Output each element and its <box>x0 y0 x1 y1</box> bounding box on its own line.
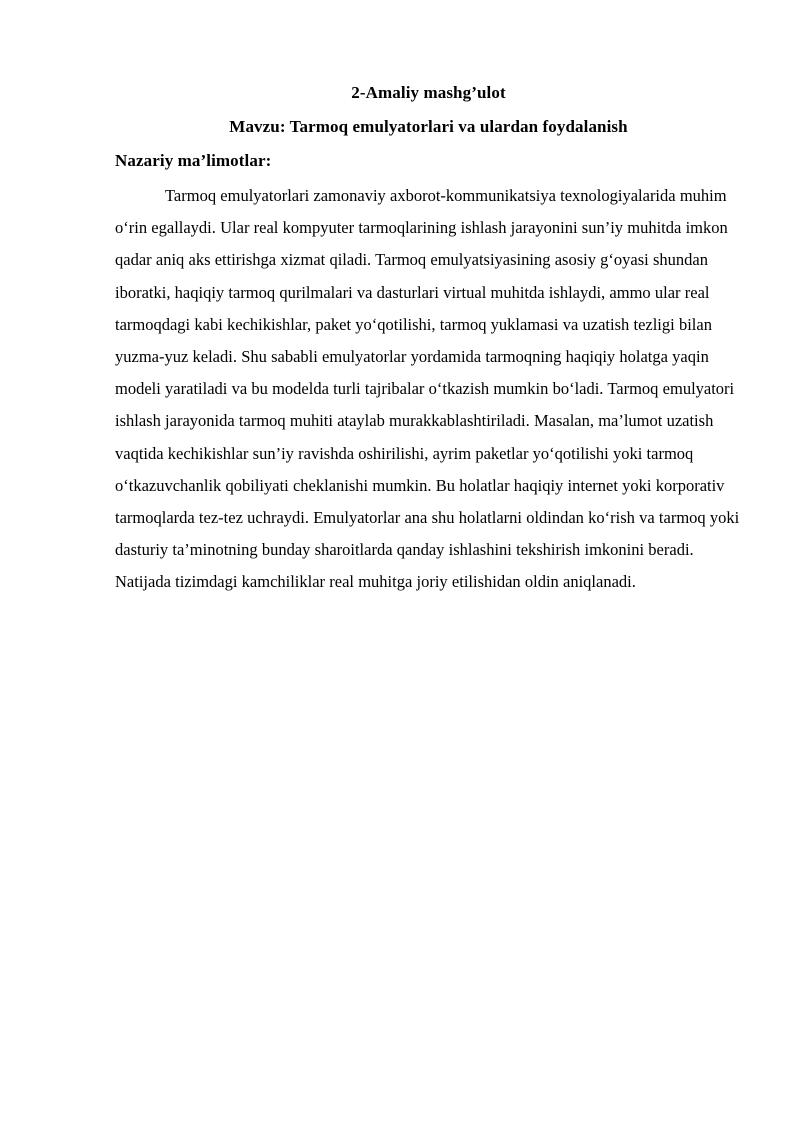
document-content <box>115 0 742 599</box>
top-margin-spacer <box>115 0 742 76</box>
document-title: 2-Amaliy mashg’ulot <box>351 83 506 102</box>
section-heading-nazariy-malimotlar: Nazariy ma’limotlar: <box>115 151 272 170</box>
document-subtitle: Mavzu: Tarmoq emulyatorlari va ulardan foydalanish <box>229 117 628 136</box>
body-paragraph: Tarmoq emulyatorlari zamonaviy axborot-kommunikatsiya texnologiyalarida muhim oʻrin egallaydi. Ular real kompyuter tarmoqlarining ishlash jarayonini sun’iy muhitda imkon qadar aniq aks ettirishga xizmat qiladi. Tarmoq emulyatsiyasining asosiy gʻoyasi shundan iboratki, haqiqiy tarmoq qurilmalari va dasturlari virtual muhitda ishlaydi, ammo ular real tarmoqdagi kabi kechikishlar, paket yoʻqotilishi, tarmoq yuklamasi va uzatish tezligi bilan yuzma-yuz keladi. Shu sababli emulyatorlar yordamida tarmoqning haqiqiy holatga yaqin modeli yaratiladi va bu modelda turli tajribalar oʻtkazish mumkin boʻladi. Tarmoq emulyatori ishlash jarayonida tarmoq muhiti ataylab murakkablashtiriladi. Masalan, ma’lumot uzatish vaqtida kechikishlar sun’iy ravishda oshirilishi, ayrim paketlar yoʻqotilishi yoki tarmoq oʻtkazuvchanlik qobiliyati cheklanishi mumkin. Bu holatlar haqiqiy internet yoki korporativ tarmoqlarda tez-tez uchraydi. Emulyatorlar ana shu holatlarni oldindan koʻrish va tarmoq yoki dasturiy ta’minotning bunday sharoitlarda qanday ishlashini tekshirish imkonini beradi. Natijada tizimdagi kamchiliklar real muhitga joriy etilishidan oldin aniqlanadi. <box>115 186 740 592</box>
